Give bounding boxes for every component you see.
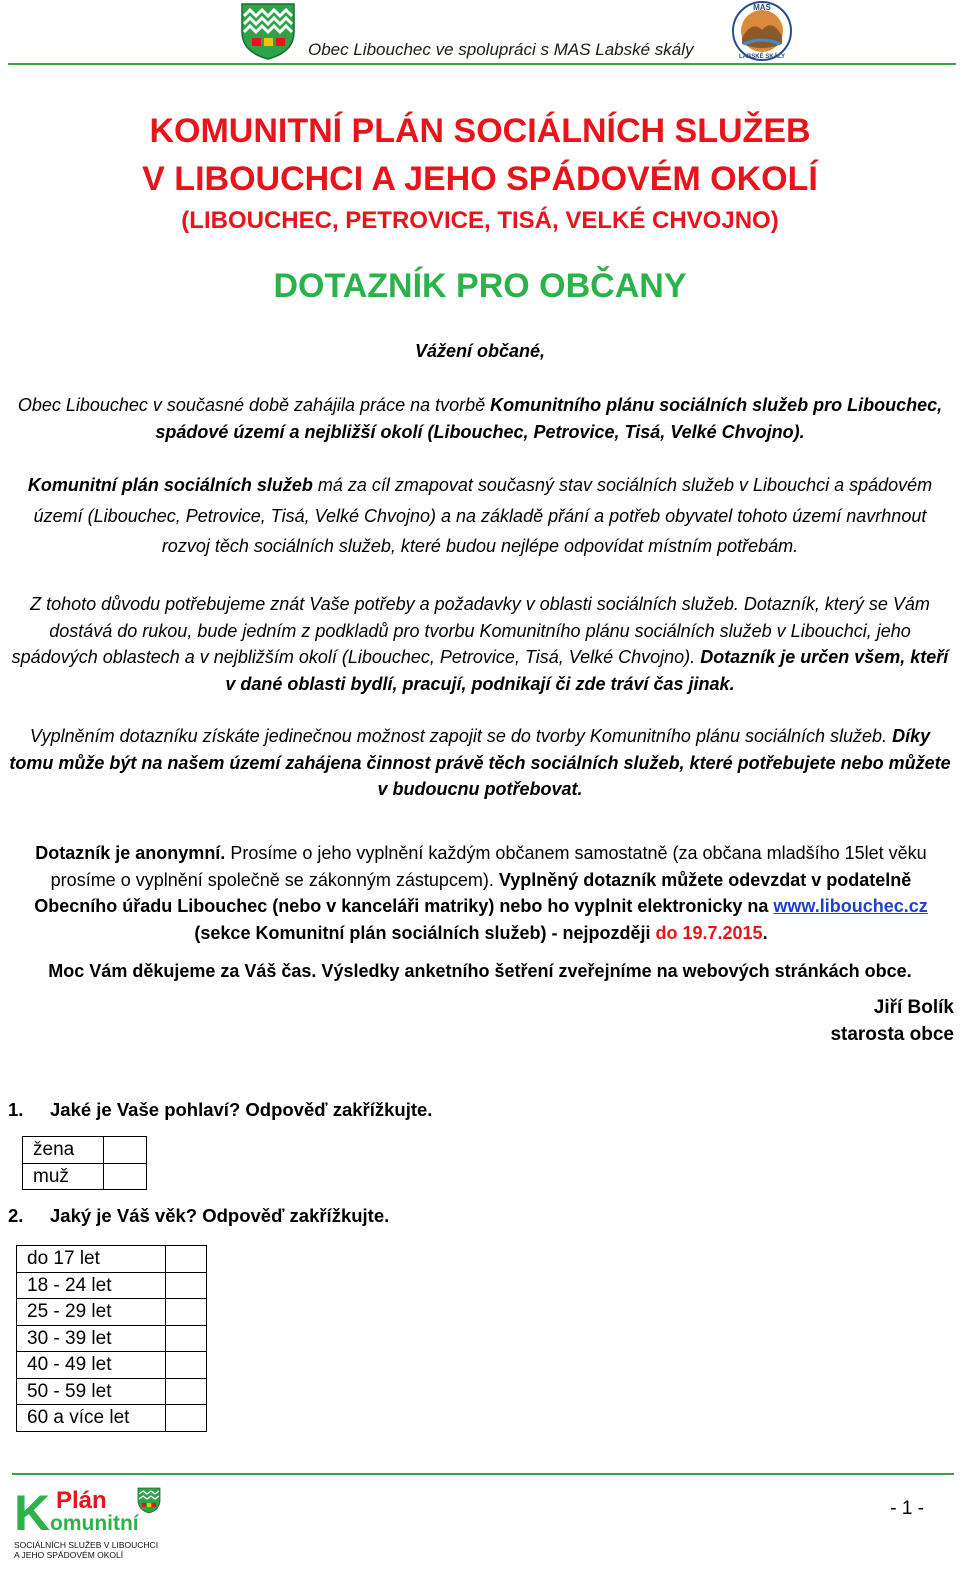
option-row [17, 1405, 207, 1432]
notice-text: Prosíme o jeho vyplnění každým občanem samostatně (za občana mladšího 15let věku prosíme o vyplnění společně se zákonným zástupcem). [50, 843, 927, 890]
answer-checkbox[interactable] [166, 1246, 207, 1273]
intro-p2-a: Komunitní plán sociálních služeb [27, 475, 313, 495]
header-rule [8, 63, 956, 65]
intro-paragraph-2 [8, 470, 952, 562]
footer-rule [12, 1473, 954, 1475]
intro-p4-b: Díky tomu může být na našem území zahájena činnost právě těch sociálních služeb, které potřebujete nebo můžete v budoucnu potřebovat. [9, 726, 951, 799]
coat-of-arms-logo [240, 2, 296, 60]
option-row [17, 1352, 207, 1379]
option-row [23, 1137, 147, 1164]
mas-labske-skaly-logo [720, 0, 804, 62]
intro-paragraph-1 [8, 392, 952, 445]
notice-end: . [762, 922, 768, 943]
option-label: do 17 let [17, 1246, 166, 1273]
notice-deadline: do 19.7.2015 [655, 922, 763, 943]
notice-anonymous: Dotazník je anonymní. [35, 843, 226, 863]
mas-logo-sub: LABSKÉ SKÁLY [738, 54, 786, 60]
intro-paragraph-3 [8, 591, 952, 697]
option-row [17, 1325, 207, 1352]
gender-options-table [22, 1136, 147, 1190]
questionnaire-subtitle: DOTAZNÍK PRO OBČANY [273, 267, 687, 305]
option-row [23, 1163, 147, 1190]
intro-p3-a: Z tohoto důvodu potřebujeme znát Vaše potřeby a požadavky v oblasti sociálních služeb. Dotazník, který se Vám dostává do rukou, bude jedním z podkladů pro tvorbu Komunitního plánu sociálních služeb v Libouchci, jeho spádových oblastech a v nejbližším okolí (Libouchec, Petrovice, Tisá, Velké Chvojno). [11, 594, 930, 667]
intro-p2-b: má za cíl zmapovat současný stav sociálních služeb v Libouchci a spádovém území (Libouchec, Petrovice, Tisá, Velké Chvojno) a na základě přání a potřeb obyvatel tohoto území navrhnout rozvoj těch sociálních služeb, které budou nejlépe odpovídat místním potřebám. [33, 475, 933, 556]
option-label: žena [23, 1137, 104, 1164]
option-row [17, 1272, 207, 1299]
answer-checkbox[interactable] [104, 1137, 147, 1164]
question-1-text: Jaké je Vaše pohlaví? Odpověď zakřížkujte. [50, 1099, 433, 1120]
title-line-1: KOMUNITNÍ PLÁN SOCIÁLNÍCH SLUŽEB [149, 112, 811, 150]
intro-p1-b: Komunitního plánu sociálních služeb pro Libouchec, spádové území a nejbližší okolí (Libouchec, Petrovice, Tisá, Velké Chvojno). [155, 395, 943, 442]
option-label: 60 a více let [17, 1405, 166, 1432]
question-2 [8, 1205, 389, 1227]
intro-p4-a: Vyplněním dotazníku získáte jedinečnou možnost zapojit se do tvorby Komunitního plánu sociálních služeb. [29, 726, 888, 746]
answer-checkbox[interactable] [166, 1299, 207, 1326]
option-row [17, 1246, 207, 1273]
website-link[interactable]: www.libouchec.cz [773, 896, 928, 916]
answer-checkbox[interactable] [166, 1378, 207, 1405]
notice-paragraph [22, 840, 940, 946]
answer-checkbox[interactable] [104, 1163, 147, 1190]
option-label: 50 - 59 let [17, 1378, 166, 1405]
option-row [17, 1378, 207, 1405]
option-label: 40 - 49 let [17, 1352, 166, 1379]
notice-section: (sekce Komunitní plán sociálních služeb) - nejpozději [194, 922, 656, 943]
answer-checkbox[interactable] [166, 1325, 207, 1352]
signature-name: Jiří Bolík [873, 997, 954, 1018]
question-2-text: Jaký je Váš věk? Odpověď zakřížkujte. [50, 1205, 390, 1226]
option-label: 30 - 39 let [17, 1325, 166, 1352]
option-row [17, 1299, 207, 1326]
option-label: 18 - 24 let [17, 1272, 166, 1299]
thanks-text: Moc Vám děkujeme za Váš čas. Výsledky anketního šetření zveřejníme na webových stránkách obce. [48, 961, 912, 981]
title-line-3: (LIBOUCHEC, PETROVICE, TISÁ, VELKÉ CHVOJNO) [181, 207, 779, 234]
logo-sub-2: A JEHO SPÁDOVÉM OKOLÍ [14, 1550, 124, 1560]
answer-checkbox[interactable] [166, 1352, 207, 1379]
answer-checkbox[interactable] [166, 1272, 207, 1299]
logo-k: K [14, 1485, 51, 1541]
mas-logo-text: MAS [753, 3, 771, 12]
komunitni-plan-logo [14, 1484, 174, 1564]
signature-role: starosta obce [830, 1023, 954, 1045]
question-1-number: 1. [8, 1099, 24, 1120]
answer-checkbox[interactable] [166, 1405, 207, 1432]
intro-paragraph-4 [8, 723, 952, 803]
page-number: - 1 - [890, 1498, 924, 1519]
age-options-table [16, 1245, 207, 1432]
greeting: Vážení občané, [414, 341, 546, 361]
question-2-number: 2. [8, 1205, 24, 1226]
notice-submit: Vyplněný dotazník můžete odevzdat v podatelně Obecního úřadu Libouchec (nebo v kanceláři matriky) nebo ho vyplnit elektronicky na [34, 869, 912, 916]
header-text: Obec Libouchec ve spolupráci s MAS Labské skály [308, 40, 694, 59]
option-label: 25 - 29 let [17, 1299, 166, 1326]
intro-p3-b: Dotazník je určen všem, kteří v dané oblasti bydlí, pracují, podnikají či zde tráví čas jinak. [225, 647, 949, 694]
logo-omunitni: omunitní [50, 1512, 139, 1535]
question-1 [8, 1099, 432, 1121]
intro-p1-a: Obec Libouchec v současné době zahájila práce na tvorbě [17, 395, 491, 415]
option-label: muž [23, 1163, 104, 1190]
title-line-2: V LIBOUCHCI A JEHO SPÁDOVÉM OKOLÍ [142, 160, 818, 198]
logo-sub-1: SOCIÁLNÍCH SLUŽEB V LIBOUCHCI [14, 1540, 159, 1550]
signature [830, 995, 954, 1048]
logo-plan: Plán [56, 1487, 107, 1514]
